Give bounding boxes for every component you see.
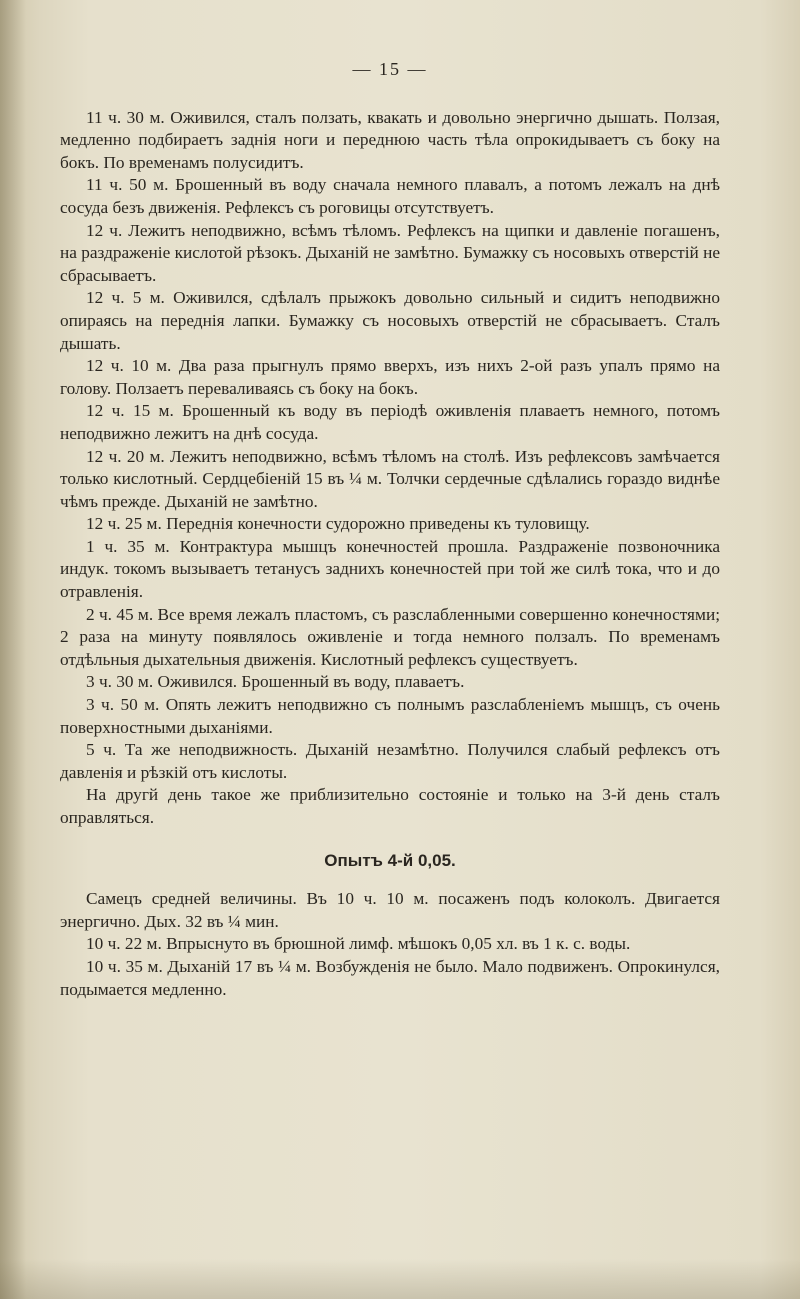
paragraph: 5 ч. Та же неподвижность. Дыханій незамѣтно. Получился слабый рефлексъ отъ давленія и рѣзкій отъ кислоты.	[60, 740, 720, 782]
paragraph: 12 ч. Лежитъ неподвижно, всѣмъ тѣломъ. Рефлексъ на щипки и давленіе погашенъ, на раздраженіе кислотой рѣзокъ. Дыханій не замѣтно. Бумажку съ носовыхъ отверстій не сбрасываетъ.	[60, 220, 720, 285]
paragraph: 12 ч. 25 м. Переднія конечности судорожно приведены къ туловищу.	[86, 514, 590, 534]
paragraph: 12 ч. 5 м. Оживился, сдѣлалъ прыжокъ довольно сильный и сидитъ неподвижно опираясь на переднія лапки. Бумажку съ носовыхъ отверстій не сбрасываетъ. Сталъ дышать.	[60, 288, 720, 353]
paragraph: 12 ч. 10 м. Два раза прыгнулъ прямо вверхъ, изъ нихъ 2-ой разъ упалъ прямо на голову. Ползаетъ переваливаясь съ боку на бокъ.	[60, 356, 720, 398]
binding-shadow	[0, 0, 26, 1299]
paragraph: На другй день такое же приблизительно состояніе и только на 3-й день сталъ оправляться.	[60, 785, 720, 827]
paragraph: 3 ч. 50 м. Опять лежитъ неподвижно съ полнымъ разслабленіемъ мышцъ, съ очень поверхностными дыханіями.	[60, 695, 720, 737]
paragraphs-top	[60, 107, 720, 830]
paragraph: 12 ч. 20 м. Лежитъ неподвижно, всѣмъ тѣломъ на столѣ. Изъ рефлексовъ замѣчается только кислотный. Сердцебіеній 15 въ ¼ м. Толчки сердечные сдѣлались гораздо виднѣе чѣмъ прежде. Дыханій не замѣтно.	[60, 446, 720, 511]
page-body	[60, 58, 720, 1001]
paragraph: 11 ч. 50 м. Брошенный въ воду сначала немного плавалъ, а потомъ лежалъ на днѣ сосуда безъ движенія. Рефлексъ съ роговицы отсутствуетъ.	[60, 175, 720, 217]
paragraph: 10 ч. 22 м. Впрыснуто въ брюшной лимф. мѣшокъ 0,05 хл. въ 1 к. с. воды.	[86, 934, 631, 954]
paragraph: Самецъ средней величины. Въ 10 ч. 10 м. посаженъ подъ колоколъ. Двигается энергично. Дых. 32 въ ¼ мин.	[60, 889, 720, 931]
paragraph: 2 ч. 45 м. Все время лежалъ пластомъ, съ разслабленными совершенно конечностями; 2 раза на минуту появлялось оживленіе и тогда немного ползалъ. По временамъ отдѣльныя дыхательныя движенія. Кислотный рефлексъ существуетъ.	[60, 604, 720, 669]
bottom-shadow	[0, 1259, 800, 1299]
section-heading: Опытъ 4-й 0,05.	[324, 850, 456, 870]
paragraph: 11 ч. 30 м. Оживился, сталъ ползать, квакать и довольно энергично дышать. Ползая, медленно подбираетъ заднія ноги и переднюю часть тѣла опрокидываетъ съ боку на бокъ. По временамъ полусидитъ.	[60, 107, 720, 172]
paragraph: 12 ч. 15 м. Брошенный къ воду въ періодѣ оживленія плаваетъ немного, потомъ неподвижно лежитъ на днѣ сосуда.	[60, 401, 720, 443]
paragraph: 1 ч. 35 м. Контрактура мышцъ конечностей прошла. Раздраженіе позвоночника индук. токомъ вызываетъ тетанусъ заднихъ конечностей при той же силѣ тока, что и до отравленія.	[60, 536, 720, 602]
paragraphs-bottom	[60, 888, 720, 1001]
page-number: — 15 —	[352, 59, 428, 79]
paragraph: 10 ч. 35 м. Дыханій 17 въ ¼ м. Возбужденія не было. Мало подвиженъ. Опрокинулся, подымается медленно.	[60, 956, 720, 999]
paragraph: 3 ч. 30 м. Оживился. Брошенный въ воду, плаваетъ.	[86, 672, 465, 692]
